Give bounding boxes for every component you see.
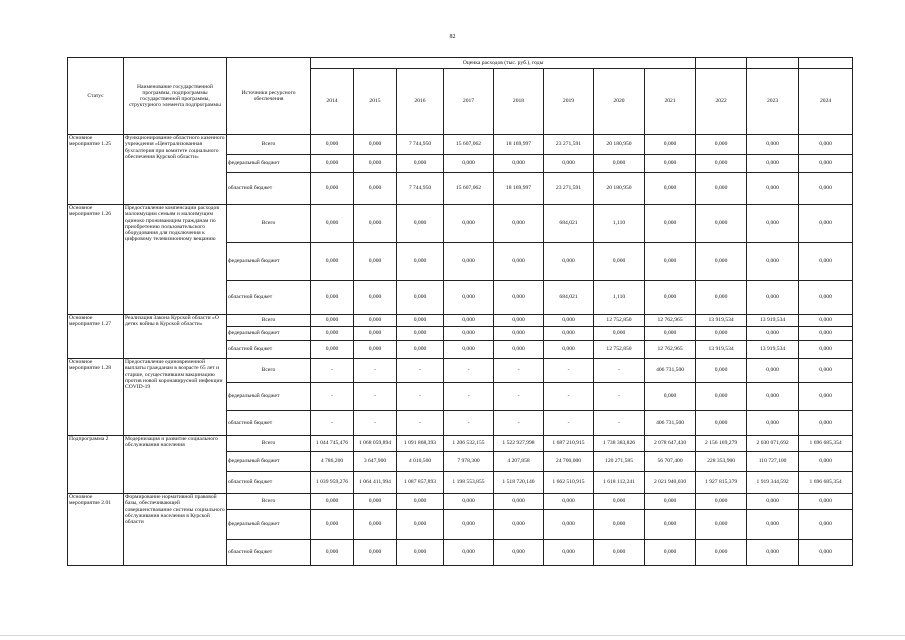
value-cell: 0,000 (799, 205, 853, 243)
header-year: 2021 (645, 69, 696, 135)
header-year: 2019 (544, 69, 594, 135)
value-cell: 2 078 647,430 (645, 436, 696, 452)
header-year: 2023 (747, 69, 799, 135)
value-cell: 2 030 071,692 (747, 436, 799, 452)
value-cell: 4 207,858 (494, 452, 544, 472)
value-cell: 0,000 (354, 173, 397, 205)
value-cell: 1 091 868,393 (397, 436, 444, 452)
value-cell: 0,000 (397, 281, 444, 315)
row-name: Реализация Закона Курской области «О детях войны в Курской области» (124, 315, 227, 359)
value-cell: 23 271,591 (544, 173, 594, 205)
value-cell: 1 927 815,379 (696, 472, 747, 494)
value-cell: 24 700,000 (544, 452, 594, 472)
value-cell: 0,000 (747, 411, 799, 436)
row-name: Формирование нормативной правовой базы, обеспечивающей совершенствование системы социального обслуживания населения в Курской области (124, 494, 227, 566)
value-cell: 0,000 (494, 510, 544, 540)
value-cell: 1 738 383,826 (594, 436, 645, 452)
value-cell: 15 607,062 (444, 135, 494, 155)
value-cell: 7 744,950 (397, 135, 444, 155)
value-cell: 0,000 (645, 243, 696, 281)
header-estimate: Оценка расходов (тыс. руб.), годы (311, 58, 696, 69)
value-cell: 0,000 (696, 494, 747, 510)
value-cell: 0,000 (799, 243, 853, 281)
header-blank (799, 58, 853, 69)
value-cell: 1,110 (594, 281, 645, 315)
row-name: Предоставление единовременной выплаты гражданам в возрасте 65 лет и старше, осуществившим вакцинацию против новой коронавирусной инфекции COVID-19 (124, 359, 227, 436)
value-cell: 0,000 (354, 540, 397, 566)
table-body (68, 58, 853, 566)
row-source: федеральный бюджет (227, 452, 311, 472)
value-cell: 0,000 (311, 135, 354, 155)
row-name: Модернизация и развитие социального обслуживания населения (124, 436, 227, 494)
value-cell: 0,000 (799, 494, 853, 510)
value-cell: 0,000 (799, 341, 853, 359)
value-cell: 0,000 (645, 383, 696, 411)
value-cell: 13 919,534 (696, 341, 747, 359)
value-cell: 0,000 (799, 173, 853, 205)
value-cell: 0,000 (747, 494, 799, 510)
value-cell: 0,000 (494, 494, 544, 510)
value-cell: 0,000 (799, 281, 853, 315)
value-cell: 0,000 (696, 510, 747, 540)
row-status: Подпрограмма 2 (68, 436, 124, 494)
value-cell: 0,000 (696, 155, 747, 173)
value-cell: 0,000 (444, 205, 494, 243)
value-cell: 0,000 (397, 540, 444, 566)
value-cell: 0,000 (747, 135, 799, 155)
header-year: 2024 (799, 69, 853, 135)
value-cell: 0,000 (397, 510, 444, 540)
value-cell: 0,000 (747, 359, 799, 383)
value-cell: 0,000 (747, 155, 799, 173)
value-cell: 1 518 720,140 (494, 472, 544, 494)
value-cell: - (354, 411, 397, 436)
value-cell: 0,000 (544, 315, 594, 327)
value-cell: 0,000 (544, 327, 594, 341)
value-cell: - (354, 383, 397, 411)
header-year: 2022 (696, 69, 747, 135)
value-cell: - (544, 383, 594, 411)
value-cell: 0,000 (444, 540, 494, 566)
value-cell: 0,000 (354, 281, 397, 315)
header-year: 2014 (311, 69, 354, 135)
value-cell: 0,000 (494, 205, 544, 243)
row-source: областной бюджет (227, 411, 311, 436)
value-cell: 0,000 (696, 243, 747, 281)
value-cell: 0,000 (544, 155, 594, 173)
value-cell: 0,000 (594, 494, 645, 510)
value-cell: 0,000 (747, 327, 799, 341)
value-cell: 0,000 (799, 315, 853, 327)
value-cell: 3 647,900 (354, 452, 397, 472)
value-cell: 1 064 411,994 (354, 472, 397, 494)
value-cell: 0,000 (354, 205, 397, 243)
row-source: областной бюджет (227, 540, 311, 566)
header-year: 2015 (354, 69, 397, 135)
row-source: областной бюджет (227, 281, 311, 315)
table-row (68, 494, 853, 510)
value-cell: 0,000 (311, 173, 354, 205)
header-blank (747, 58, 799, 69)
header-year: 2017 (444, 69, 494, 135)
value-cell: 110 727,100 (747, 452, 799, 472)
row-source: областной бюджет (227, 173, 311, 205)
row-name: Функционирование областного казенного учреждения «Централизованная бухгалтерия при комитете социального обеспечения Курской области» (124, 135, 227, 205)
value-cell: 0,000 (311, 243, 354, 281)
header-status: Статус (68, 58, 124, 135)
value-cell: 0,000 (397, 205, 444, 243)
value-cell: 0,000 (645, 510, 696, 540)
value-cell: 0,000 (696, 281, 747, 315)
row-status: Основное мероприятие 1.25 (68, 135, 124, 205)
row-source: Всего (227, 359, 311, 383)
value-cell: 0,000 (397, 341, 444, 359)
value-cell: 0,000 (354, 315, 397, 327)
value-cell: 0,000 (311, 510, 354, 540)
value-cell: - (444, 383, 494, 411)
row-source: федеральный бюджет (227, 155, 311, 173)
table-row (68, 436, 853, 452)
value-cell: 0,000 (444, 155, 494, 173)
value-cell: 0,000 (645, 494, 696, 510)
value-cell: 1 068 059,894 (354, 436, 397, 452)
value-cell: 0,000 (494, 243, 544, 281)
value-cell: 0,000 (747, 281, 799, 315)
value-cell: 0,000 (494, 315, 544, 327)
value-cell: 0,000 (311, 494, 354, 510)
value-cell: 0,000 (397, 327, 444, 341)
value-cell: - (494, 359, 544, 383)
header-year: 2020 (594, 69, 645, 135)
value-cell: 0,000 (645, 327, 696, 341)
value-cell: 18 169,997 (494, 135, 544, 155)
header-year: 2018 (494, 69, 544, 135)
value-cell: 13 919,534 (747, 341, 799, 359)
value-cell: 0,000 (696, 135, 747, 155)
value-cell: 684,021 (544, 205, 594, 243)
value-cell: 7 978,300 (444, 452, 494, 472)
value-cell: 0,000 (544, 494, 594, 510)
value-cell: 0,000 (594, 243, 645, 281)
value-cell: 0,000 (799, 452, 853, 472)
row-status: Основное мероприятие 2.01 (68, 494, 124, 566)
value-cell: 0,000 (696, 540, 747, 566)
value-cell: 0,000 (311, 341, 354, 359)
value-cell: 0,000 (747, 173, 799, 205)
value-cell: 4 786,200 (311, 452, 354, 472)
value-cell: - (544, 411, 594, 436)
table-row (68, 315, 853, 327)
value-cell: 12 762,965 (645, 341, 696, 359)
value-cell: 0,000 (594, 510, 645, 540)
value-cell: 1 039 959,276 (311, 472, 354, 494)
value-cell: 0,000 (696, 205, 747, 243)
value-cell: 0,000 (494, 327, 544, 341)
value-cell: 0,000 (645, 540, 696, 566)
value-cell: 0,000 (311, 205, 354, 243)
value-cell: - (354, 359, 397, 383)
scan-edge-line (0, 635, 905, 636)
value-cell: 0,000 (645, 205, 696, 243)
row-status: Основное мероприятие 1.27 (68, 315, 124, 359)
value-cell: 0,000 (444, 510, 494, 540)
row-name: Предоставление компенсации расходов малоимущим семьям и малоимущим одиноко проживающим гражданам по приобретению пользовательского оборудования для подключения к цифровому телевизионному вещанию (124, 205, 227, 315)
value-cell: 1 687 210,915 (544, 436, 594, 452)
value-cell: 0,000 (645, 281, 696, 315)
value-cell: 228 353,900 (696, 452, 747, 472)
value-cell: 0,000 (311, 281, 354, 315)
value-cell: 0,000 (311, 155, 354, 173)
value-cell: - (444, 411, 494, 436)
row-source: Всего (227, 436, 311, 452)
value-cell: 684,021 (544, 281, 594, 315)
value-cell: 15 607,062 (444, 173, 494, 205)
value-cell: - (397, 411, 444, 436)
value-cell: 0,000 (696, 411, 747, 436)
value-cell: 1 696 685,354 (799, 472, 853, 494)
row-status: Основное мероприятие 1.26 (68, 205, 124, 315)
value-cell: 0,000 (354, 155, 397, 173)
row-source: федеральный бюджет (227, 327, 311, 341)
row-source: областной бюджет (227, 472, 311, 494)
value-cell: 1 662 510,915 (544, 472, 594, 494)
value-cell: 1 618 112,241 (594, 472, 645, 494)
value-cell: 0,000 (354, 135, 397, 155)
value-cell: 0,000 (696, 327, 747, 341)
value-cell: 0,000 (799, 155, 853, 173)
row-source: Всего (227, 315, 311, 327)
row-source: Всего (227, 135, 311, 155)
value-cell: - (397, 359, 444, 383)
value-cell: - (594, 411, 645, 436)
row-source: областной бюджет (227, 341, 311, 359)
value-cell: - (311, 411, 354, 436)
header-name: Наименование государственной программы, подпрограммы государственной программы, структурного элемента подпрограммы (124, 58, 227, 135)
value-cell: 0,000 (311, 327, 354, 341)
value-cell: 0,000 (397, 315, 444, 327)
table-row (68, 359, 853, 383)
value-cell: - (544, 359, 594, 383)
value-cell: 0,000 (645, 173, 696, 205)
value-cell: 1 044 745,476 (311, 436, 354, 452)
value-cell: 406 731,500 (645, 411, 696, 436)
row-source: федеральный бюджет (227, 243, 311, 281)
value-cell: 0,000 (444, 315, 494, 327)
value-cell: 0,000 (594, 327, 645, 341)
value-cell: 18 169,997 (494, 173, 544, 205)
value-cell: 0,000 (594, 155, 645, 173)
value-cell: 1 198 553,855 (444, 472, 494, 494)
value-cell: 406 731,500 (645, 359, 696, 383)
value-cell: 0,000 (444, 281, 494, 315)
value-cell: - (494, 411, 544, 436)
value-cell: 23 271,591 (544, 135, 594, 155)
header-year: 2016 (397, 69, 444, 135)
value-cell: 0,000 (544, 540, 594, 566)
value-cell: 0,000 (494, 281, 544, 315)
value-cell: 0,000 (444, 341, 494, 359)
value-cell: 1 206 532,155 (444, 436, 494, 452)
value-cell: 56 707,400 (645, 452, 696, 472)
value-cell: 0,000 (747, 540, 799, 566)
value-cell: 0,000 (354, 494, 397, 510)
value-cell: - (594, 359, 645, 383)
row-source: федеральный бюджет (227, 383, 311, 411)
header-blank (696, 58, 747, 69)
value-cell: 7 744,950 (397, 173, 444, 205)
value-cell: 12 752,850 (594, 341, 645, 359)
value-cell: 0,000 (799, 383, 853, 411)
value-cell: 0,000 (397, 243, 444, 281)
value-cell: - (594, 383, 645, 411)
value-cell: 0,000 (397, 494, 444, 510)
value-cell: - (311, 359, 354, 383)
value-cell: 0,000 (444, 243, 494, 281)
row-source: Всего (227, 494, 311, 510)
value-cell: 4 010,500 (397, 452, 444, 472)
page-number: 82 (449, 34, 456, 40)
value-cell: 0,000 (696, 173, 747, 205)
value-cell: - (311, 383, 354, 411)
value-cell: 0,000 (799, 510, 853, 540)
value-cell: 0,000 (799, 359, 853, 383)
value-cell: 0,000 (494, 540, 544, 566)
row-status: Основное мероприятие 1.28 (68, 359, 124, 436)
value-cell: 0,000 (799, 327, 853, 341)
value-cell: 0,000 (354, 327, 397, 341)
value-cell: 0,000 (354, 510, 397, 540)
value-cell: 1 919 344,592 (747, 472, 799, 494)
value-cell: 2 021 940,030 (645, 472, 696, 494)
value-cell: 0,000 (799, 411, 853, 436)
budget-table (67, 57, 853, 566)
value-cell: 0,000 (311, 540, 354, 566)
row-source: федеральный бюджет (227, 510, 311, 540)
value-cell: 0,000 (311, 315, 354, 327)
value-cell: 1 087 857,893 (397, 472, 444, 494)
value-cell: 0,000 (594, 540, 645, 566)
row-source: Всего (227, 205, 311, 243)
table-row (68, 135, 853, 155)
value-cell: 12 752,850 (594, 315, 645, 327)
header-sources: Источники ресурсного обеспечения (227, 58, 311, 135)
value-cell: 0,000 (799, 540, 853, 566)
value-cell: 0,000 (354, 243, 397, 281)
value-cell: 0,000 (354, 341, 397, 359)
value-cell: 0,000 (544, 510, 594, 540)
value-cell: 0,000 (696, 383, 747, 411)
value-cell: 0,000 (747, 243, 799, 281)
value-cell: 12 762,965 (645, 315, 696, 327)
value-cell: 120 271,585 (594, 452, 645, 472)
value-cell: - (444, 359, 494, 383)
value-cell: 0,000 (544, 243, 594, 281)
value-cell: 20 180,950 (594, 135, 645, 155)
value-cell: 1 522 927,998 (494, 436, 544, 452)
table-row (68, 205, 853, 243)
value-cell: 2 156 169,279 (696, 436, 747, 452)
value-cell: 0,000 (645, 135, 696, 155)
value-cell: 0,000 (444, 494, 494, 510)
value-cell: 13 919,534 (747, 315, 799, 327)
value-cell: 0,000 (544, 341, 594, 359)
value-cell: 0,000 (799, 135, 853, 155)
value-cell: 0,000 (494, 341, 544, 359)
value-cell: 0,000 (747, 383, 799, 411)
value-cell: 0,000 (696, 359, 747, 383)
value-cell: 0,000 (444, 327, 494, 341)
value-cell: 0,000 (494, 155, 544, 173)
value-cell: 0,000 (747, 205, 799, 243)
value-cell: 1,110 (594, 205, 645, 243)
value-cell: 1 696 685,354 (799, 436, 853, 452)
value-cell: - (494, 383, 544, 411)
value-cell: 0,000 (645, 155, 696, 173)
value-cell: 0,000 (747, 510, 799, 540)
value-cell: 13 919,534 (696, 315, 747, 327)
value-cell: - (397, 383, 444, 411)
value-cell: 20 180,950 (594, 173, 645, 205)
value-cell: 0,000 (397, 155, 444, 173)
